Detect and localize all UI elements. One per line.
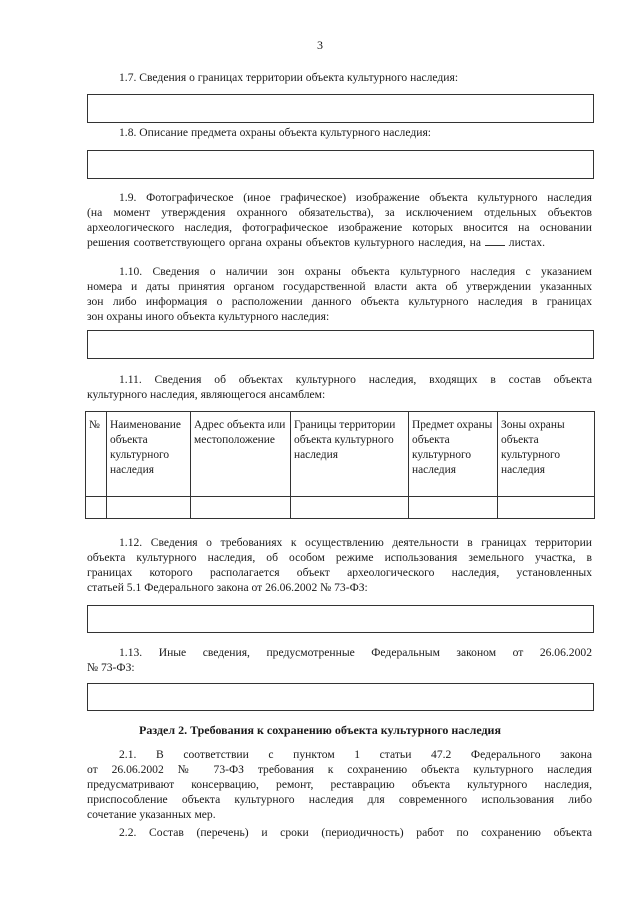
section-1-11-line: 1.11. Сведения об объектах культурного наследия, входящих в состав объекта bbox=[119, 373, 592, 386]
sheet-count-blank[interactable] bbox=[485, 235, 505, 246]
section-1-12-line: 1.12. Сведения о требованиях к осуществлению деятельности в границах территории bbox=[119, 536, 592, 549]
table-header-name: Наименование объекта культурного наследия bbox=[107, 412, 191, 497]
section-2-1-line: приспособление объекта культурного наследия для современного использования либо bbox=[87, 793, 592, 806]
section-1-12-line: статьей 5.1 Федерального закона от 26.06.2002 № 73-ФЗ: bbox=[87, 581, 368, 594]
section-1-7-text: 1.7. Сведения о границах территории объекта культурного наследия: bbox=[119, 71, 459, 84]
section-2-1-text bbox=[87, 747, 592, 822]
table-header-address: Адрес объекта или местоположение bbox=[191, 412, 291, 497]
section-1-9-line-last bbox=[87, 235, 592, 250]
section-2-1-line: сочетание указанных мер. bbox=[87, 808, 216, 821]
table-cell[interactable] bbox=[291, 497, 409, 519]
section-1-10-line: номера и даты принятия органом государственной власти акта об утверждении указанных bbox=[87, 280, 592, 293]
section-1-7-field[interactable] bbox=[87, 94, 594, 123]
section-1-9-text bbox=[87, 190, 592, 250]
table-cell[interactable] bbox=[498, 497, 595, 519]
section-2-2-text bbox=[87, 825, 592, 840]
section-1-13-text bbox=[87, 645, 592, 675]
section-1-9-line: 1.9. Фотографическое (иное графическое) изображение объекта культурного наследия bbox=[119, 191, 592, 204]
section-1-12-line: границах которого располагается объект археологического наследия, установленных bbox=[87, 566, 592, 579]
section-1-8-text: 1.8. Описание предмета охраны объекта культурного наследия: bbox=[119, 126, 431, 139]
section-1-13-line: № 73-ФЗ: bbox=[87, 661, 135, 674]
table-row bbox=[86, 497, 595, 519]
table-cell[interactable] bbox=[107, 497, 191, 519]
table-cell[interactable] bbox=[191, 497, 291, 519]
section-1-10-line: зон охраны иного объекта культурного наследия: bbox=[87, 310, 330, 323]
page-number: 3 bbox=[317, 38, 323, 52]
section-1-13-field[interactable] bbox=[87, 683, 594, 711]
table-cell[interactable] bbox=[86, 497, 107, 519]
section-1-12-line: объекта культурного наследия, об особом режиме использования земельного участка, в bbox=[87, 551, 592, 564]
section-1-11-text bbox=[87, 372, 592, 402]
table-header-protection-subject: Предмет охраны объекта культурного наследия bbox=[409, 412, 498, 497]
table-header-boundaries: Границы территории объекта культурного наследия bbox=[291, 412, 409, 497]
section-1-10-line: зон либо информация о расположении данного объекта культурного наследия в границах bbox=[87, 295, 592, 308]
ensemble-objects-table bbox=[85, 411, 595, 519]
section-1-11-line: культурного наследия, являющегося ансамблем: bbox=[87, 388, 326, 401]
section-1-12-field[interactable] bbox=[87, 605, 594, 633]
section-1-10-text bbox=[87, 264, 592, 324]
section-2-heading: Раздел 2. Требования к сохранению объекта культурного наследия bbox=[139, 723, 501, 737]
table-header-protection-zones: Зоны охраны объекта культурного наследия bbox=[498, 412, 595, 497]
section-2-1-line: от 26.06.2002 № 73-ФЗ требования к сохранению объекта культурного наследия bbox=[87, 763, 592, 776]
section-1-10-field[interactable] bbox=[87, 330, 594, 359]
section-1-8-field[interactable] bbox=[87, 150, 594, 179]
section-2-1-line: предусматривают консервацию, ремонт, реставрацию объекта культурного наследия, bbox=[87, 778, 592, 791]
section-1-10-line: 1.10. Сведения о наличии зон охраны объекта культурного наследия с указанием bbox=[119, 265, 592, 278]
section-1-9-line4-prefix: решения соответствующего органа охраны объектов культурного наследия, на bbox=[87, 236, 481, 249]
table-cell[interactable] bbox=[409, 497, 498, 519]
table-header-number: № bbox=[86, 412, 107, 497]
section-1-9-line: археологического наследия, фотографическое изображение которых вносится на основании bbox=[87, 221, 592, 234]
section-1-9-line4-suffix: листах. bbox=[508, 236, 545, 249]
table-header-row bbox=[86, 412, 595, 497]
section-1-9-line: (на момент утверждения охранного обязательства), за исключением отдельных объектов bbox=[87, 206, 592, 219]
section-1-13-line: 1.13. Иные сведения, предусмотренные Федеральным законом от 26.06.2002 bbox=[119, 646, 592, 659]
section-1-12-text bbox=[87, 535, 592, 595]
section-2-2-line: 2.2. Состав (перечень) и сроки (периодичность) работ по сохранению объекта bbox=[119, 826, 592, 839]
section-2-1-line: 2.1. В соответствии с пунктом 1 статьи 47.2 Федерального закона bbox=[119, 748, 592, 761]
